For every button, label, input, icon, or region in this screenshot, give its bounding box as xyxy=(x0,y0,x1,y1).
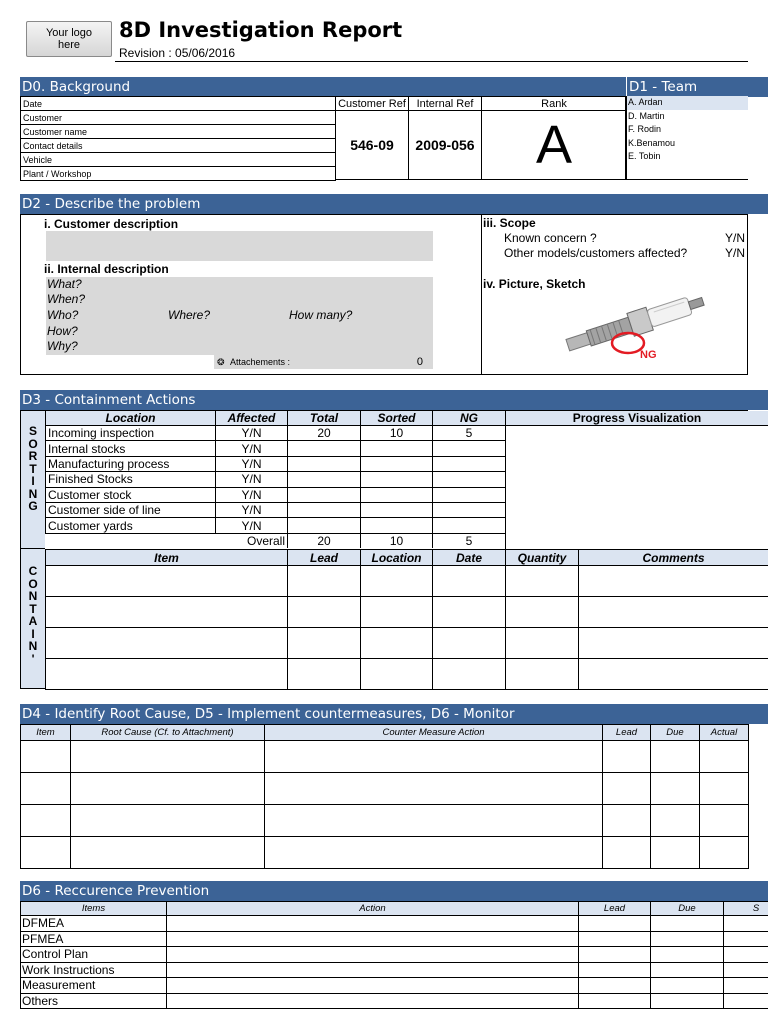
ng-cell[interactable] xyxy=(433,472,506,487)
d1-team-list xyxy=(626,96,748,180)
d4-cell[interactable] xyxy=(651,741,700,773)
attachments-count: 0 xyxy=(416,356,423,368)
total-cell[interactable]: 20 xyxy=(288,426,361,441)
logo-text: Your logo here xyxy=(45,27,93,51)
d6-item-label: Others xyxy=(21,993,167,1009)
d6-cell[interactable] xyxy=(651,962,724,978)
contain-cell[interactable] xyxy=(46,628,288,659)
contain-cell[interactable] xyxy=(288,659,361,690)
revision: Revision : 05/06/2016 xyxy=(119,46,236,60)
sorting-row xyxy=(46,426,506,441)
how-many-prompt: How many? xyxy=(289,308,353,322)
d6-header: Action xyxy=(167,902,579,916)
d6-row xyxy=(21,978,768,994)
rank-value[interactable]: A xyxy=(481,111,626,179)
sorting-header: Sorted xyxy=(361,411,433,426)
d4-row xyxy=(21,837,749,869)
contain-cell[interactable] xyxy=(433,659,506,690)
sorting-row xyxy=(46,487,506,502)
d6-header: Lead xyxy=(579,902,651,916)
team-member[interactable]: A. Ardan xyxy=(627,96,748,110)
overall-row xyxy=(46,533,506,548)
where-prompt: Where? xyxy=(168,308,211,322)
d0-field-row xyxy=(21,125,336,139)
sorted-cell[interactable] xyxy=(361,487,433,502)
d4-section-bar xyxy=(20,704,768,724)
d1-section-bar xyxy=(626,77,768,97)
customer-desc-field[interactable] xyxy=(46,231,433,261)
d3-section-bar xyxy=(20,390,768,410)
contain-cell[interactable] xyxy=(579,597,768,628)
d6-item-label: Measurement xyxy=(21,978,167,994)
d4-cell[interactable] xyxy=(21,773,71,805)
d0-field-row xyxy=(21,153,336,167)
d6-cell[interactable] xyxy=(651,931,724,947)
contain-header: Location xyxy=(361,550,433,566)
internal-desc-label: ii. Internal description xyxy=(44,262,169,276)
overall-ng: 5 xyxy=(433,533,506,548)
d0-field-label[interactable]: Plant / Workshop xyxy=(21,167,336,181)
scope-label: iii. Scope xyxy=(483,216,536,230)
ng-cell[interactable] xyxy=(433,456,506,471)
d4-cell[interactable] xyxy=(21,805,71,837)
contain-letter: C xyxy=(28,564,38,578)
d0-field-label[interactable]: Customer name xyxy=(21,125,336,139)
d6-row xyxy=(21,962,768,978)
contain-header: Date xyxy=(433,550,506,566)
d6-title: D6 - Reccurence Prevention xyxy=(22,883,210,899)
total-cell[interactable] xyxy=(288,472,361,487)
contain-cell[interactable] xyxy=(579,566,768,597)
d0-section-bar xyxy=(20,77,626,97)
total-cell[interactable] xyxy=(288,487,361,502)
contain-row xyxy=(46,659,768,690)
d6-cell[interactable] xyxy=(167,978,579,994)
d4-cell[interactable] xyxy=(651,805,700,837)
contain-header: Lead xyxy=(288,550,361,566)
sorting-row xyxy=(46,502,506,517)
d2-body xyxy=(20,214,748,375)
d6-cell[interactable] xyxy=(167,916,579,932)
contain-header: Comments xyxy=(579,550,768,566)
contain-cell[interactable] xyxy=(506,628,579,659)
d4-row xyxy=(21,773,749,805)
d1-title: D1 - Team xyxy=(629,79,698,95)
sorting-letter: N xyxy=(28,486,38,501)
d4-row xyxy=(21,741,749,773)
d4-cell[interactable] xyxy=(71,837,265,869)
d6-cell[interactable] xyxy=(651,947,724,963)
contain-header: Quantity xyxy=(506,550,579,566)
d4-row xyxy=(21,805,749,837)
d2-divider xyxy=(481,215,482,374)
d4-cell[interactable] xyxy=(603,805,651,837)
affected-cell[interactable]: Y/N xyxy=(216,487,288,502)
sorting-header: NG xyxy=(433,411,506,426)
location-cell: Finished Stocks xyxy=(46,472,216,487)
d4-cell[interactable] xyxy=(265,805,603,837)
location-cell: Incoming inspection xyxy=(46,426,216,441)
contain-cell[interactable] xyxy=(361,659,433,690)
d4-cell[interactable] xyxy=(71,805,265,837)
d6-cell[interactable] xyxy=(651,978,724,994)
who-prompt: Who? xyxy=(47,308,79,322)
d0-field-row xyxy=(21,111,336,125)
d6-header: S xyxy=(724,902,768,916)
contain-cell[interactable] xyxy=(361,628,433,659)
d6-item-label: Work Instructions xyxy=(21,962,167,978)
d6-row xyxy=(21,916,768,932)
internal-desc-field[interactable] xyxy=(46,277,433,355)
sorted-cell[interactable] xyxy=(361,441,433,456)
d0-fields-table xyxy=(20,96,336,181)
contain-row xyxy=(46,566,768,597)
sorted-cell[interactable]: 10 xyxy=(361,426,433,441)
d4-cell[interactable] xyxy=(21,741,71,773)
affected-cell[interactable]: Y/N xyxy=(216,441,288,456)
d4-cell[interactable] xyxy=(603,741,651,773)
sorting-table xyxy=(45,410,506,548)
d4-cell[interactable] xyxy=(71,741,265,773)
d3-title: D3 - Containment Actions xyxy=(22,392,196,408)
affected-cell[interactable]: Y/N xyxy=(216,426,288,441)
affected-cell[interactable]: Y/N xyxy=(216,518,288,533)
d6-header: Due xyxy=(651,902,724,916)
sorting-row xyxy=(46,441,506,456)
sorting-header: Affected xyxy=(216,411,288,426)
sorting-header: Location xyxy=(46,411,216,426)
contain-cell[interactable] xyxy=(433,597,506,628)
contain-cell[interactable] xyxy=(288,628,361,659)
internal-ref-label: Internal Ref xyxy=(408,97,481,111)
contain-letter: A xyxy=(28,614,38,628)
d6-cell[interactable] xyxy=(579,947,651,963)
sorting-letter: G xyxy=(28,499,38,513)
d4-cell[interactable] xyxy=(603,773,651,805)
d6-cell[interactable] xyxy=(579,916,651,932)
location-cell: Customer side of line xyxy=(46,502,216,517)
sorted-cell[interactable] xyxy=(361,456,433,471)
sorting-side-label xyxy=(20,410,45,549)
attachments-label: Attachements : xyxy=(230,357,291,367)
total-cell[interactable] xyxy=(288,456,361,471)
d6-section-bar xyxy=(20,881,768,901)
progress-header: Progress Visualization xyxy=(506,411,768,426)
location-cell: Customer stock xyxy=(46,487,216,502)
page-title: 8D Investigation Report xyxy=(119,18,403,42)
d4-header: Item xyxy=(21,725,71,741)
d0-field-row xyxy=(21,139,336,153)
sorting-letter: T xyxy=(29,461,37,476)
d6-item-label: PFMEA xyxy=(21,931,167,947)
contain-cell[interactable] xyxy=(46,597,288,628)
contain-cell[interactable] xyxy=(433,566,506,597)
d2-title: D2 - Describe the problem xyxy=(22,196,201,212)
contain-row xyxy=(46,628,768,659)
picture-label: iv. Picture, Sketch xyxy=(483,277,586,291)
d6-item-label: DFMEA xyxy=(21,916,167,932)
location-cell: Customer yards xyxy=(46,518,216,533)
contain-header: Item xyxy=(46,550,288,566)
contain-letter: ' xyxy=(31,651,35,666)
d4-cell[interactable] xyxy=(651,837,700,869)
d2-section-bar xyxy=(20,194,768,214)
spark-plug-picture xyxy=(556,285,716,360)
d4-header: Actual xyxy=(700,725,749,741)
d6-cell[interactable] xyxy=(724,962,768,978)
ng-cell[interactable]: 5 xyxy=(433,426,506,441)
sorting-letter: R xyxy=(28,449,38,463)
d6-header: Items xyxy=(21,902,167,916)
logo-placeholder xyxy=(26,21,112,57)
d6-cell[interactable] xyxy=(579,931,651,947)
attachments-row[interactable] xyxy=(214,355,433,369)
team-member[interactable]: K.Benamou xyxy=(628,137,676,148)
d4-cell[interactable] xyxy=(71,773,265,805)
affected-cell[interactable]: Y/N xyxy=(216,456,288,471)
contain-cell[interactable] xyxy=(579,628,768,659)
root-cause-table xyxy=(20,724,749,869)
d6-cell[interactable] xyxy=(651,993,724,1009)
total-cell[interactable] xyxy=(288,502,361,517)
ng-cell[interactable] xyxy=(433,441,506,456)
team-member[interactable]: D. Martin xyxy=(628,110,665,121)
how-prompt: How? xyxy=(47,324,78,338)
sorting-row xyxy=(46,518,506,533)
d4-cell[interactable] xyxy=(265,837,603,869)
contain-letter: N xyxy=(28,639,38,653)
sorting-row xyxy=(46,456,506,471)
containment-table xyxy=(45,549,768,690)
overall-total: 20 xyxy=(288,533,361,548)
what-prompt: What? xyxy=(47,277,82,291)
contain-cell[interactable] xyxy=(433,628,506,659)
d6-cell[interactable] xyxy=(579,978,651,994)
d4-header: Lead xyxy=(603,725,651,741)
ng-cell[interactable] xyxy=(433,518,506,533)
d6-cell[interactable] xyxy=(724,916,768,932)
d0-field-label[interactable]: Customer xyxy=(21,111,336,125)
contain-cell[interactable] xyxy=(288,597,361,628)
d4-cell[interactable] xyxy=(700,837,749,869)
d6-cell[interactable] xyxy=(724,993,768,1009)
d4-cell[interactable] xyxy=(700,773,749,805)
customer-ref-label: Customer Ref xyxy=(336,97,408,111)
d4-cell[interactable] xyxy=(651,773,700,805)
d0-field-row xyxy=(21,167,336,181)
total-cell[interactable] xyxy=(288,518,361,533)
d4-cell[interactable] xyxy=(21,837,71,869)
contain-side-label xyxy=(20,549,45,689)
rank-label: Rank xyxy=(481,97,626,111)
known-concern-label: Known concern ? xyxy=(504,231,597,245)
contain-letter: N xyxy=(28,589,38,603)
other-models-label: Other models/customers affected? xyxy=(504,246,688,260)
contain-cell[interactable] xyxy=(288,566,361,597)
total-cell[interactable] xyxy=(288,441,361,456)
d6-row xyxy=(21,993,768,1009)
team-member[interactable]: F. Rodin xyxy=(628,124,662,135)
team-member[interactable]: E. Tobin xyxy=(628,151,661,162)
d6-cell[interactable] xyxy=(579,993,651,1009)
contain-cell[interactable] xyxy=(506,597,579,628)
sorted-cell[interactable] xyxy=(361,502,433,517)
d6-cell[interactable] xyxy=(651,916,724,932)
d4-header: Root Cause (Cf. to Attachment) xyxy=(71,725,265,741)
d6-cell[interactable] xyxy=(167,993,579,1009)
location-cell: Manufacturing process xyxy=(46,456,216,471)
d6-cell[interactable] xyxy=(167,931,579,947)
contain-cell[interactable] xyxy=(579,659,768,690)
why-prompt: Why? xyxy=(47,339,78,353)
d0-field-label[interactable]: Vehicle xyxy=(21,153,336,167)
location-cell: Internal stocks xyxy=(46,441,216,456)
sorting-row xyxy=(46,472,506,487)
contain-cell[interactable] xyxy=(506,659,579,690)
sorting-letter: O xyxy=(28,436,38,451)
sorting-letter: I xyxy=(31,474,35,488)
customer-ref-value[interactable]: 546-09 xyxy=(350,137,394,153)
contain-cell[interactable] xyxy=(506,566,579,597)
contain-letter: O xyxy=(28,576,38,591)
d6-cell[interactable] xyxy=(724,931,768,947)
d4-cell[interactable] xyxy=(603,837,651,869)
prevention-table xyxy=(20,901,768,1009)
d4-cell[interactable] xyxy=(700,805,749,837)
affected-cell[interactable]: Y/N xyxy=(216,472,288,487)
d6-row xyxy=(21,947,768,963)
ng-label: NG xyxy=(640,349,657,360)
when-prompt: When? xyxy=(47,292,86,306)
d6-cell[interactable] xyxy=(167,947,579,963)
contain-cell[interactable] xyxy=(361,566,433,597)
contain-cell[interactable] xyxy=(46,659,288,690)
sorting-letter: S xyxy=(28,424,37,438)
attachment-icon: ❂ xyxy=(217,357,225,367)
d4-cell[interactable] xyxy=(265,741,603,773)
other-models-value[interactable]: Y/N xyxy=(725,246,746,260)
d0-field-row xyxy=(21,97,336,111)
contain-row xyxy=(46,597,768,628)
affected-cell[interactable]: Y/N xyxy=(216,502,288,517)
header-divider xyxy=(115,61,748,62)
overall-sorted: 10 xyxy=(361,533,433,548)
d6-cell[interactable] xyxy=(724,978,768,994)
d4-cell[interactable] xyxy=(700,741,749,773)
known-concern-value[interactable]: Y/N xyxy=(725,231,746,245)
d0-title: D0. Background xyxy=(22,79,131,95)
internal-ref-value[interactable]: 2009-056 xyxy=(408,111,481,179)
d0-field-label[interactable]: Date xyxy=(21,97,336,111)
d4-header: Due xyxy=(651,725,700,741)
sorted-cell[interactable] xyxy=(361,518,433,533)
contain-cell[interactable] xyxy=(46,566,288,597)
d0-field-label[interactable]: Contact details xyxy=(21,139,336,153)
sorted-cell[interactable] xyxy=(361,472,433,487)
d4-header: Counter Measure Action xyxy=(265,725,603,741)
contain-letter: I xyxy=(31,626,35,641)
contain-letter: T xyxy=(29,601,37,616)
d6-cell[interactable] xyxy=(579,962,651,978)
d4-cell[interactable] xyxy=(265,773,603,805)
d0-refs xyxy=(335,96,626,180)
d6-row xyxy=(21,931,768,947)
sorting-header: Total xyxy=(288,411,361,426)
ng-cell[interactable] xyxy=(433,487,506,502)
overall-label: Overall xyxy=(246,533,285,548)
ng-cell[interactable] xyxy=(433,502,506,517)
progress-visualization xyxy=(505,410,748,550)
customer-desc-label: i. Customer description xyxy=(44,217,179,231)
contain-cell[interactable] xyxy=(361,597,433,628)
d4-title: D4 - Identify Root Cause, D5 - Implement countermeasures, D6 - Monitor xyxy=(22,706,515,722)
d6-cell[interactable] xyxy=(167,962,579,978)
d6-cell[interactable] xyxy=(724,947,768,963)
d6-item-label: Control Plan xyxy=(21,947,167,963)
